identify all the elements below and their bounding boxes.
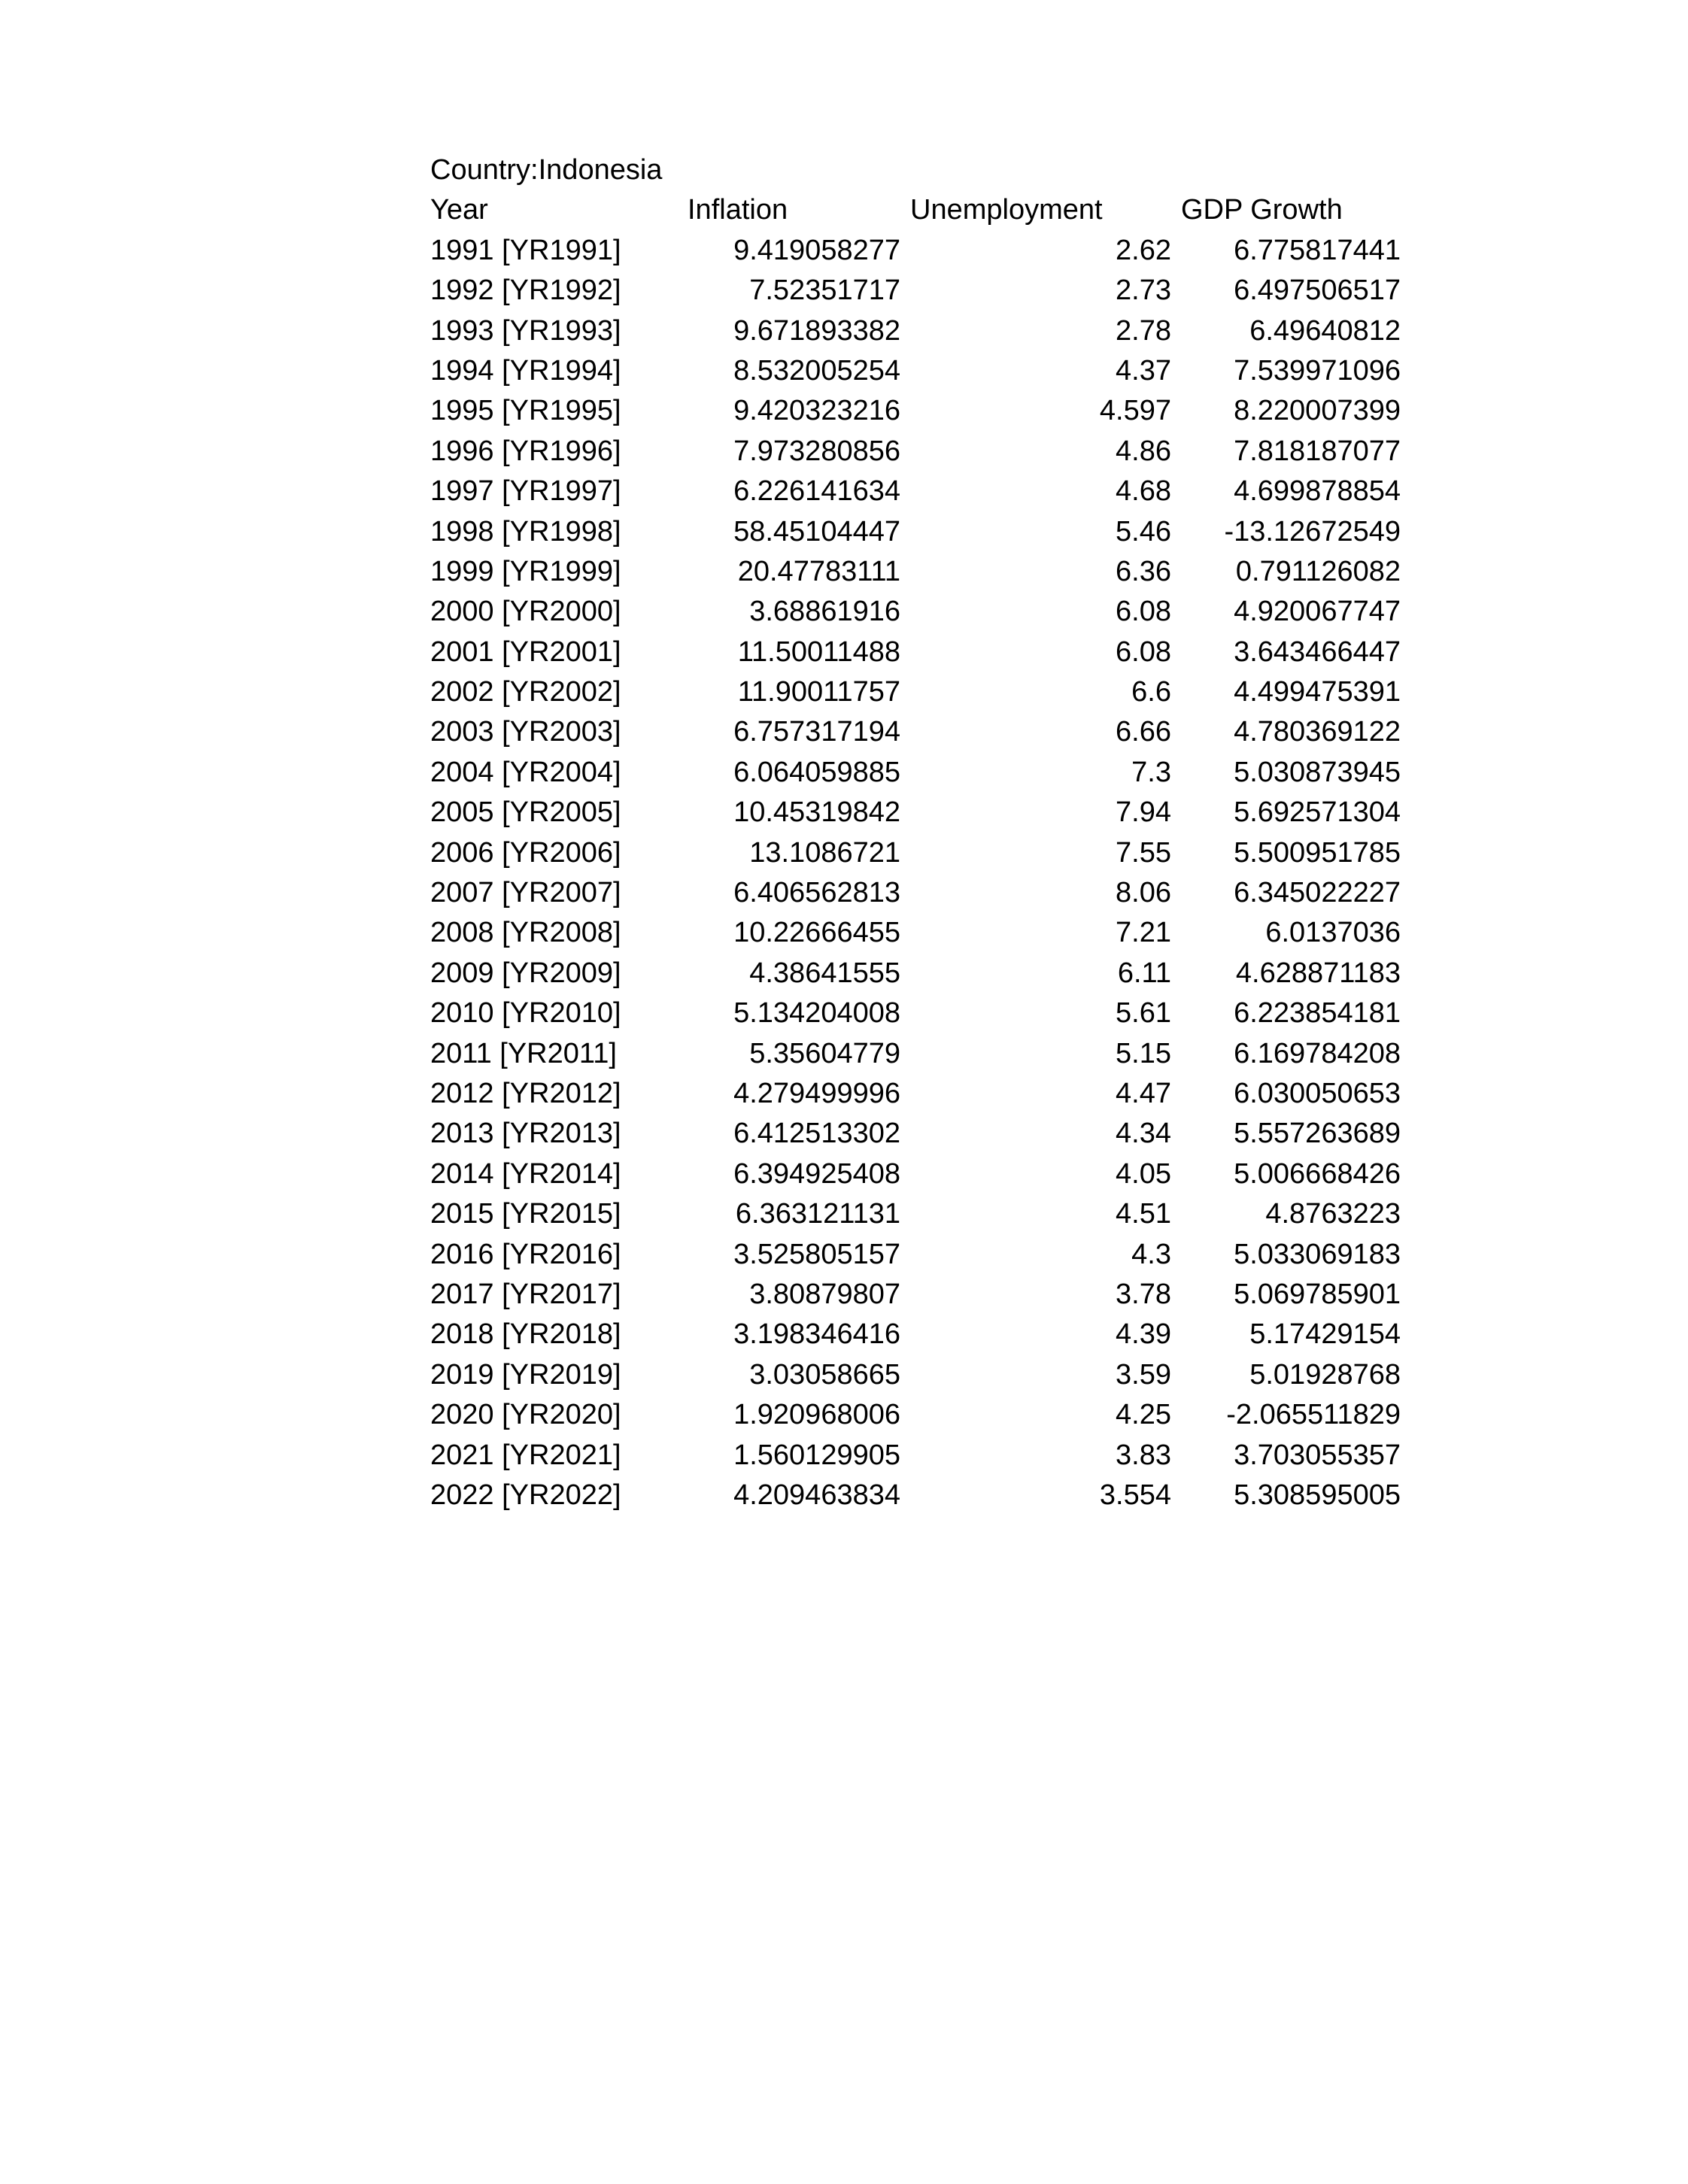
cell-unemployment: 3.59: [1116, 1358, 1171, 1391]
data-sheet: [430, 150, 1423, 1515]
cell-gdp-growth: 8.220007399: [1234, 395, 1401, 427]
cell-gdp-growth: 3.643466447: [1234, 635, 1401, 668]
table-row: [430, 1315, 1423, 1354]
cell-year: 2001 [YR2001]: [430, 635, 621, 668]
cell-unemployment: 6.66: [1116, 716, 1171, 748]
cell-year: 2011 [YR2011]: [430, 1037, 617, 1069]
cell-gdp-growth: 6.0137036: [1265, 917, 1401, 949]
cell-year: 2010 [YR2010]: [430, 997, 621, 1030]
table-row: [430, 271, 1423, 311]
cell-unemployment: 6.36: [1116, 555, 1171, 587]
cell-year: 2000 [YR2000]: [430, 596, 621, 628]
cell-inflation: 13.1086721: [749, 836, 900, 869]
cell-unemployment: 6.6: [1131, 676, 1171, 708]
table-row: [430, 913, 1423, 953]
cell-year: 1997 [YR1997]: [430, 475, 621, 508]
table-row: [430, 472, 1423, 511]
cell-gdp-growth: 4.699878854: [1234, 475, 1401, 508]
table-row: [430, 432, 1423, 472]
cell-gdp-growth: 6.497506517: [1234, 275, 1401, 307]
cell-inflation: 3.68861916: [749, 596, 900, 628]
table-row: [430, 1194, 1423, 1234]
country-label: Country:Indonesia: [430, 154, 663, 186]
cell-year: 2014 [YR2014]: [430, 1157, 621, 1190]
cell-year: 2013 [YR2013]: [430, 1118, 621, 1150]
cell-unemployment: 4.39: [1116, 1318, 1171, 1351]
table-row: [430, 793, 1423, 833]
cell-unemployment: 6.11: [1117, 957, 1171, 989]
cell-inflation: 7.52351717: [749, 275, 900, 307]
cell-unemployment: 3.83: [1116, 1439, 1171, 1471]
cell-year: 2004 [YR2004]: [430, 756, 621, 788]
cell-gdp-growth: 4.628871183: [1235, 957, 1401, 989]
cell-year: 2018 [YR2018]: [430, 1318, 621, 1351]
table-row: [430, 712, 1423, 752]
header-unemployment: Unemployment: [910, 194, 1103, 226]
table-row: [430, 391, 1423, 431]
cell-year: 2022 [YR2022]: [430, 1479, 621, 1511]
header-gdp-growth: GDP Growth: [1181, 194, 1343, 226]
table-row: [430, 1476, 1423, 1515]
cell-unemployment: 4.25: [1116, 1399, 1171, 1431]
cell-year: 1994 [YR1994]: [430, 354, 621, 387]
cell-inflation: 11.50011488: [737, 635, 900, 668]
cell-gdp-growth: -2.065511829: [1226, 1399, 1401, 1431]
cell-gdp-growth: 6.49640812: [1249, 314, 1401, 347]
table-row: [430, 1395, 1423, 1435]
cell-unemployment: 8.06: [1116, 877, 1171, 909]
table-row: [430, 1275, 1423, 1315]
cell-gdp-growth: -13.12672549: [1224, 515, 1401, 548]
cell-inflation: 6.226141634: [733, 475, 900, 508]
cell-unemployment: 7.55: [1116, 836, 1171, 869]
table-row: [430, 1235, 1423, 1275]
cell-gdp-growth: 6.345022227: [1234, 877, 1401, 909]
cell-year: 2007 [YR2007]: [430, 877, 621, 909]
cell-year: 2008 [YR2008]: [430, 917, 621, 949]
table-row: [430, 231, 1423, 271]
cell-year: 2005 [YR2005]: [430, 796, 621, 829]
cell-year: 1999 [YR1999]: [430, 555, 621, 587]
table-row: [430, 993, 1423, 1033]
cell-year: 2019 [YR2019]: [430, 1358, 621, 1391]
cell-unemployment: 5.46: [1116, 515, 1171, 548]
table-row: [430, 311, 1423, 351]
table-row: [430, 954, 1423, 993]
cell-unemployment: 4.34: [1116, 1118, 1171, 1150]
cell-unemployment: 6.08: [1116, 635, 1171, 668]
cell-inflation: 8.532005254: [733, 354, 900, 387]
cell-inflation: 10.22666455: [733, 917, 900, 949]
cell-gdp-growth: 4.920067747: [1234, 596, 1401, 628]
cell-gdp-growth: 6.223854181: [1234, 997, 1401, 1030]
cell-gdp-growth: 3.703055357: [1234, 1439, 1401, 1471]
table-row: [430, 833, 1423, 873]
table-row: [430, 1355, 1423, 1395]
cell-year: 1998 [YR1998]: [430, 515, 621, 548]
cell-gdp-growth: 5.033069183: [1234, 1238, 1401, 1270]
cell-gdp-growth: 4.499475391: [1234, 676, 1401, 708]
cell-inflation: 6.757317194: [733, 716, 900, 748]
table-row: [430, 632, 1423, 672]
table-row: [430, 552, 1423, 592]
cell-gdp-growth: 5.557263689: [1234, 1118, 1401, 1150]
cell-unemployment: 2.73: [1116, 275, 1171, 307]
table-row: [430, 592, 1423, 632]
cell-inflation: 6.412513302: [733, 1118, 900, 1150]
cell-year: 1992 [YR1992]: [430, 275, 621, 307]
cell-gdp-growth: 5.500951785: [1234, 836, 1401, 869]
table-row: [430, 1114, 1423, 1154]
cell-inflation: 6.406562813: [733, 877, 900, 909]
cell-unemployment: 4.47: [1116, 1077, 1171, 1109]
cell-year: 2012 [YR2012]: [430, 1077, 621, 1109]
cell-inflation: 6.394925408: [733, 1157, 900, 1190]
cell-year: 2003 [YR2003]: [430, 716, 621, 748]
cell-gdp-growth: 0.791126082: [1235, 555, 1401, 587]
cell-unemployment: 4.05: [1116, 1157, 1171, 1190]
cell-unemployment: 5.15: [1116, 1037, 1171, 1069]
table-row: [430, 873, 1423, 913]
cell-unemployment: 4.68: [1116, 475, 1171, 508]
cell-gdp-growth: 5.030873945: [1234, 756, 1401, 788]
cell-inflation: 4.38641555: [749, 957, 900, 989]
cell-gdp-growth: 5.006668426: [1234, 1157, 1401, 1190]
header-inflation: Inflation: [688, 194, 788, 226]
cell-unemployment: 2.62: [1116, 234, 1171, 266]
cell-inflation: 20.47783111: [737, 555, 900, 587]
cell-year: 1996 [YR1996]: [430, 435, 621, 467]
cell-year: 1991 [YR1991]: [430, 234, 621, 266]
cell-inflation: 10.45319842: [733, 796, 900, 829]
cell-unemployment: 7.21: [1116, 917, 1171, 949]
table-row: [430, 1436, 1423, 1476]
cell-gdp-growth: 4.8763223: [1265, 1198, 1401, 1230]
cell-inflation: 4.279499996: [733, 1077, 900, 1109]
header-year: Year: [430, 194, 488, 226]
cell-inflation: 3.198346416: [733, 1318, 900, 1351]
cell-inflation: 3.03058665: [749, 1358, 900, 1391]
cell-inflation: 11.90011757: [737, 676, 900, 708]
cell-unemployment: 2.78: [1116, 314, 1171, 347]
cell-unemployment: 7.94: [1116, 796, 1171, 829]
cell-gdp-growth: 5.01928768: [1249, 1358, 1401, 1391]
cell-year: 2006 [YR2006]: [430, 836, 621, 869]
cell-inflation: 9.420323216: [733, 395, 900, 427]
cell-year: 2015 [YR2015]: [430, 1198, 621, 1230]
cell-inflation: 1.560129905: [733, 1439, 900, 1471]
table-row: [430, 753, 1423, 793]
cell-gdp-growth: 7.539971096: [1234, 354, 1401, 387]
cell-year: 2016 [YR2016]: [430, 1238, 621, 1270]
cell-unemployment: 6.08: [1116, 596, 1171, 628]
cell-inflation: 6.064059885: [733, 756, 900, 788]
cell-inflation: 3.525805157: [733, 1238, 900, 1270]
cell-unemployment: 4.51: [1116, 1198, 1171, 1230]
cell-inflation: 6.363121131: [735, 1198, 900, 1230]
cell-gdp-growth: 6.030050653: [1234, 1077, 1401, 1109]
cell-inflation: 58.45104447: [733, 515, 900, 548]
cell-gdp-growth: 7.818187077: [1234, 435, 1401, 467]
cell-inflation: 3.80879807: [749, 1278, 900, 1310]
cell-inflation: 9.671893382: [733, 314, 900, 347]
cell-year: 2002 [YR2002]: [430, 676, 621, 708]
cell-gdp-growth: 5.17429154: [1249, 1318, 1401, 1351]
cell-year: 2020 [YR2020]: [430, 1399, 621, 1431]
cell-inflation: 1.920968006: [733, 1399, 900, 1431]
cell-inflation: 5.35604779: [749, 1037, 900, 1069]
cell-unemployment: 3.554: [1099, 1479, 1171, 1511]
cell-year: 1993 [YR1993]: [430, 314, 621, 347]
table-body: [430, 231, 1423, 1516]
cell-gdp-growth: 5.692571304: [1234, 796, 1401, 829]
cell-unemployment: 4.597: [1099, 395, 1171, 427]
cell-unemployment: 4.86: [1116, 435, 1171, 467]
cell-unemployment: 3.78: [1116, 1278, 1171, 1310]
table-row: [430, 672, 1423, 712]
header-row: [430, 190, 1423, 230]
cell-inflation: 4.209463834: [733, 1479, 900, 1511]
cell-gdp-growth: 6.775817441: [1234, 234, 1401, 266]
table-row: [430, 1074, 1423, 1114]
cell-year: 2021 [YR2021]: [430, 1439, 621, 1471]
cell-unemployment: 5.61: [1116, 997, 1171, 1030]
cell-gdp-growth: 6.169784208: [1234, 1037, 1401, 1069]
cell-unemployment: 4.37: [1116, 354, 1171, 387]
cell-unemployment: 4.3: [1131, 1238, 1171, 1270]
cell-gdp-growth: 4.780369122: [1234, 716, 1401, 748]
table-row: [430, 351, 1423, 391]
table-row: [430, 512, 1423, 552]
cell-year: 2009 [YR2009]: [430, 957, 621, 989]
cell-year: 1995 [YR1995]: [430, 395, 621, 427]
cell-inflation: 5.134204008: [733, 997, 900, 1030]
cell-year: 2017 [YR2017]: [430, 1278, 621, 1310]
cell-inflation: 9.419058277: [733, 234, 900, 266]
cell-unemployment: 7.3: [1131, 756, 1171, 788]
cell-gdp-growth: 5.308595005: [1234, 1479, 1401, 1511]
cell-gdp-growth: 5.069785901: [1234, 1278, 1401, 1310]
table-row: [430, 1034, 1423, 1074]
cell-inflation: 7.973280856: [733, 435, 900, 467]
country-row: [430, 150, 1423, 190]
table-row: [430, 1154, 1423, 1194]
